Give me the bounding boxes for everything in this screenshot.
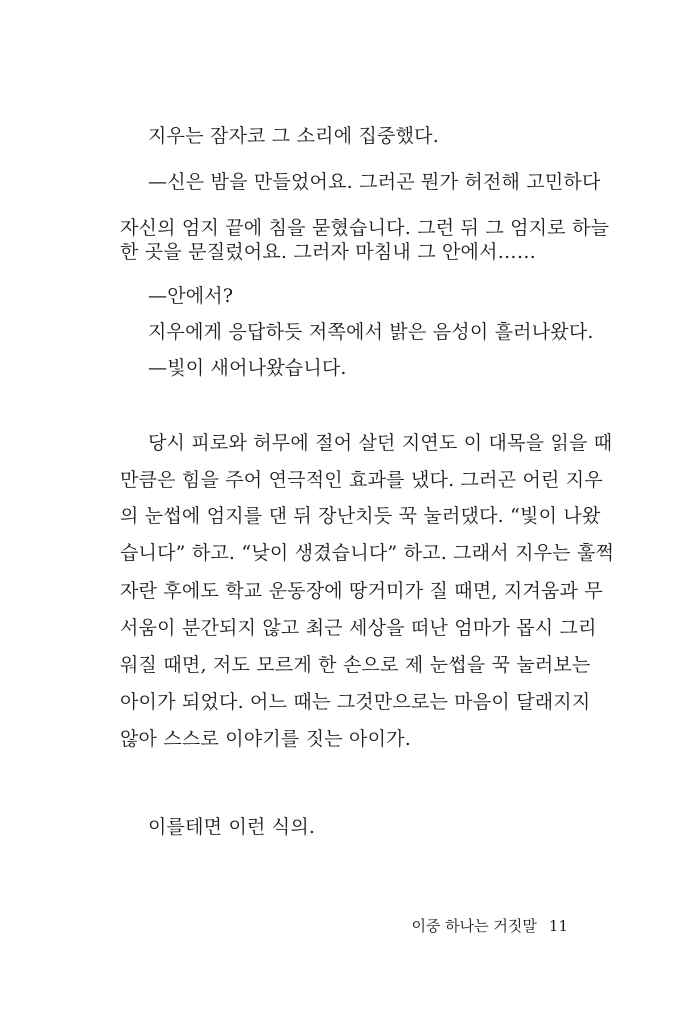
text-line: 당시 피로와 허무에 절어 살던 지연도 이 대목을 읽을 때 bbox=[148, 432, 613, 454]
text-line: 서움이 분간되지 않고 최근 세상을 떠난 엄마가 몹시 그리 bbox=[120, 617, 597, 639]
book-title: 이중 하나는 거짓말 bbox=[411, 917, 537, 935]
text-line: —신은 밤을 만들었어요. 그러곤 뭔가 허전해 고민하다 bbox=[148, 171, 601, 193]
page-number: 11 bbox=[548, 917, 568, 935]
text-line: 않아 스스로 이야기를 짓는 아이가. bbox=[120, 728, 411, 750]
text-line: 이를테면 이런 식의. bbox=[148, 816, 316, 838]
text-line: 아이가 되었다. 어느 때는 그것만으로는 마음이 달래지지 bbox=[120, 691, 591, 713]
page-footer bbox=[411, 916, 568, 936]
text-line: 지우에게 응답하듯 저쪽에서 밝은 음성이 흘러나왔다. bbox=[148, 321, 594, 343]
text-line: 만큼은 힘을 주어 연극적인 효과를 냈다. 그러곤 어린 지우 bbox=[120, 469, 603, 491]
text-line: 습니다” 하고. “낮이 생겼습니다” 하고. 그래서 지우는 훌쩍 bbox=[120, 542, 615, 564]
text-line: 의 눈썹에 엄지를 댄 뒤 장난치듯 꾹 눌러댔다. “빛이 나왔 bbox=[120, 505, 601, 527]
text-line: —안에서? bbox=[148, 285, 234, 307]
text-line: 한 곳을 문질렀어요. 그러자 마침내 그 안에서…… bbox=[120, 241, 537, 263]
text-line: —빛이 새어나왔습니다. bbox=[148, 357, 347, 379]
text-line: 워질 때면, 저도 모르게 한 손으로 제 눈썹을 꾹 눌러보는 bbox=[120, 654, 591, 676]
text-line: 자신의 엄지 끝에 침을 묻혔습니다. 그런 뒤 그 엄지로 하늘 bbox=[120, 217, 610, 239]
text-line: 자란 후에도 학교 운동장에 땅거미가 질 때면, 지겨움과 무 bbox=[120, 580, 603, 602]
text-line: 지우는 잠자코 그 소리에 집중했다. bbox=[148, 125, 439, 147]
